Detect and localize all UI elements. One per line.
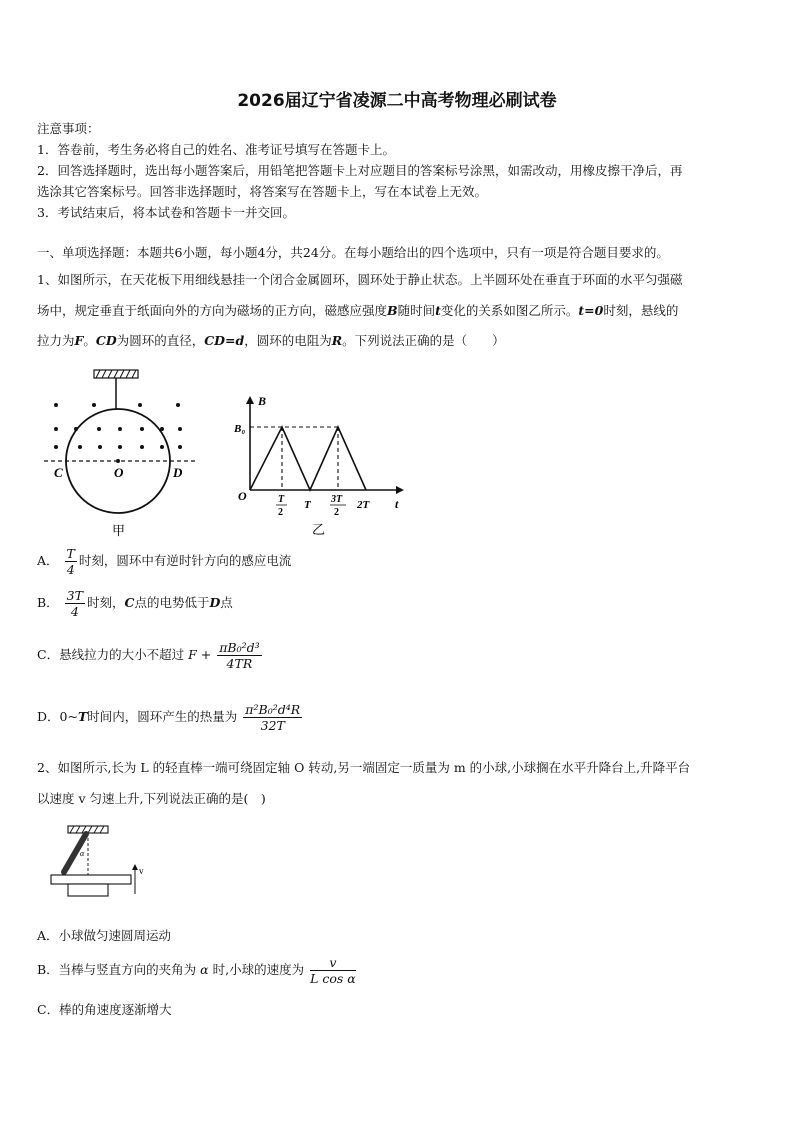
formula-F: F + bbox=[188, 647, 212, 662]
var-D: D bbox=[209, 595, 221, 610]
q1-text: ，圆环的电阻为 bbox=[244, 333, 332, 348]
notice-item-1: 1．答卷前，考生务必将自己的姓名、准考证号填写在答题卡上。 bbox=[37, 142, 395, 157]
tick-2T: 2T bbox=[357, 499, 370, 511]
option-label: B． bbox=[37, 595, 59, 610]
option-text: 0~ bbox=[59, 709, 78, 724]
notice-item-2: 2．回答选择题时，选出每小题答案后，用铅笔把答题卡上对应题目的答案标号涂黑，如需改动，用橡皮擦干净后，再 bbox=[37, 163, 683, 178]
var-CD: CD bbox=[95, 333, 117, 348]
q1-line-3 bbox=[37, 333, 759, 349]
fraction bbox=[310, 955, 356, 986]
label-alpha: α bbox=[80, 849, 85, 858]
option-text: 时,小球的速度为 bbox=[212, 962, 305, 977]
option-label: A． bbox=[37, 553, 59, 568]
q1-text: 拉力为 bbox=[37, 333, 75, 348]
option-text: 悬线拉力的大小不超过 bbox=[59, 647, 185, 662]
q1-text: 变化的关系如图乙所示。 bbox=[440, 303, 579, 318]
fraction bbox=[65, 588, 85, 619]
tick-T: T bbox=[304, 499, 311, 511]
q1-text: 场中，规定垂直于纸面向外的方向为磁场的正方向，磁感应强度 bbox=[37, 303, 388, 318]
origin-O: O bbox=[238, 489, 247, 503]
q2-option-c: C．棒的角速度逐渐增大 bbox=[37, 1002, 172, 1017]
fraction-denominator: L cos α bbox=[310, 971, 356, 986]
var-t: t bbox=[435, 303, 441, 318]
tick-3T2-den: 2 bbox=[334, 507, 339, 518]
q1-line-2 bbox=[37, 303, 759, 319]
fraction bbox=[65, 546, 77, 577]
fraction bbox=[243, 702, 302, 733]
q1-text: 。 bbox=[83, 333, 96, 348]
q1-text: 为圆环的直径， bbox=[116, 333, 205, 348]
axis-B: B bbox=[258, 394, 267, 408]
q1-option-b bbox=[37, 588, 233, 619]
option-text: 时刻，圆环中有逆时针方向的感应电流 bbox=[78, 553, 292, 568]
tick-3T2-num: 3T bbox=[331, 494, 343, 505]
var-CDd: CD=d bbox=[204, 333, 245, 348]
caption-yi: 乙 bbox=[312, 522, 326, 537]
fraction bbox=[217, 640, 261, 671]
var-t0: t=0 bbox=[578, 303, 604, 318]
label-v: v bbox=[139, 866, 144, 876]
notice-item-3: 3．考试结束后，将本试卷和答题卡一并交回。 bbox=[37, 205, 295, 220]
option-text: B．当棒与竖直方向的夹角为 bbox=[37, 962, 197, 977]
label-D: D bbox=[173, 465, 183, 480]
q1-text: 。下列说法正确的是（ ） bbox=[342, 333, 505, 348]
q2-option-a: A．小球做匀速圆周运动 bbox=[37, 928, 172, 943]
q2-line-2: 以速度 v 匀速上升,下列说法正确的是( ) bbox=[37, 791, 266, 806]
q2-option-b bbox=[37, 955, 358, 986]
fraction-numerator: 3T bbox=[66, 588, 83, 603]
var-C: C bbox=[124, 595, 135, 610]
label-O: O bbox=[114, 465, 124, 480]
notice-item-2-cont: 选涂其它答案标号。回答非选择题时，将答案写在答题卡上，写在本试卷上无效。 bbox=[37, 184, 488, 199]
q2-line-1: 2、如图所示,长为 L 的轻直棒一端可绕固定轴 O 转动,另一端固定一质量为 m 的小球,小球搁在水平升降台上,升降平台 bbox=[37, 760, 691, 775]
fraction-denominator: 4TR bbox=[226, 656, 253, 671]
tick-T2-den: 2 bbox=[278, 507, 283, 518]
page-title: 2026届辽宁省凌源二中高考物理必刷试卷 bbox=[237, 91, 557, 111]
option-text: 点的电势低于 bbox=[134, 595, 210, 610]
option-text: 时刻， bbox=[86, 595, 125, 610]
section-heading: 一、单项选择题：本题共6小题，每小题4分，共24分。在每小题给出的四个选项中，只有一项是符合题目要求的。 bbox=[37, 245, 669, 260]
var-R: R bbox=[331, 333, 343, 348]
caption-jia: 甲 bbox=[112, 523, 126, 538]
label-B0: B₀ bbox=[234, 423, 246, 435]
q1-text: 时刻，悬线的 bbox=[603, 303, 679, 318]
fraction-denominator: 4 bbox=[66, 562, 75, 577]
q1-option-a bbox=[37, 546, 291, 577]
fraction-numerator: T bbox=[66, 546, 75, 561]
option-text: 点 bbox=[220, 595, 233, 610]
fraction-denominator: 32T bbox=[260, 718, 285, 733]
q1-option-c bbox=[37, 640, 264, 671]
fraction-numerator: πB₀²d³ bbox=[219, 640, 260, 655]
figure-b-graph bbox=[232, 392, 412, 542]
fraction-numerator: v bbox=[310, 955, 356, 971]
var-F: F bbox=[74, 333, 84, 348]
option-text: 时间内，圆环产生的热量为 bbox=[87, 709, 238, 724]
tick-T2-num: T bbox=[278, 494, 285, 505]
figure-ring bbox=[38, 365, 203, 540]
axis-t: t bbox=[395, 497, 399, 511]
fraction-numerator: π²B₀²d⁴R bbox=[245, 702, 301, 717]
option-label: C． bbox=[37, 647, 60, 662]
figure-rod-platform bbox=[48, 820, 158, 900]
var-T: T bbox=[77, 709, 88, 724]
q1-line-1: 1、如图所示，在天花板下用细线悬挂一个闭合金属圆环，圆环处于静止状态。上半圆环处在垂直于环面的水平匀强磁 bbox=[37, 272, 683, 287]
option-label: D． bbox=[37, 709, 60, 724]
fraction-denominator: 4 bbox=[70, 604, 79, 619]
var-B: B bbox=[387, 303, 398, 318]
label-C: C bbox=[54, 465, 63, 480]
q1-text: 随时间 bbox=[397, 303, 436, 318]
notice-heading: 注意事项： bbox=[37, 121, 100, 136]
q1-option-d bbox=[37, 702, 304, 733]
var-alpha: α bbox=[200, 962, 209, 977]
